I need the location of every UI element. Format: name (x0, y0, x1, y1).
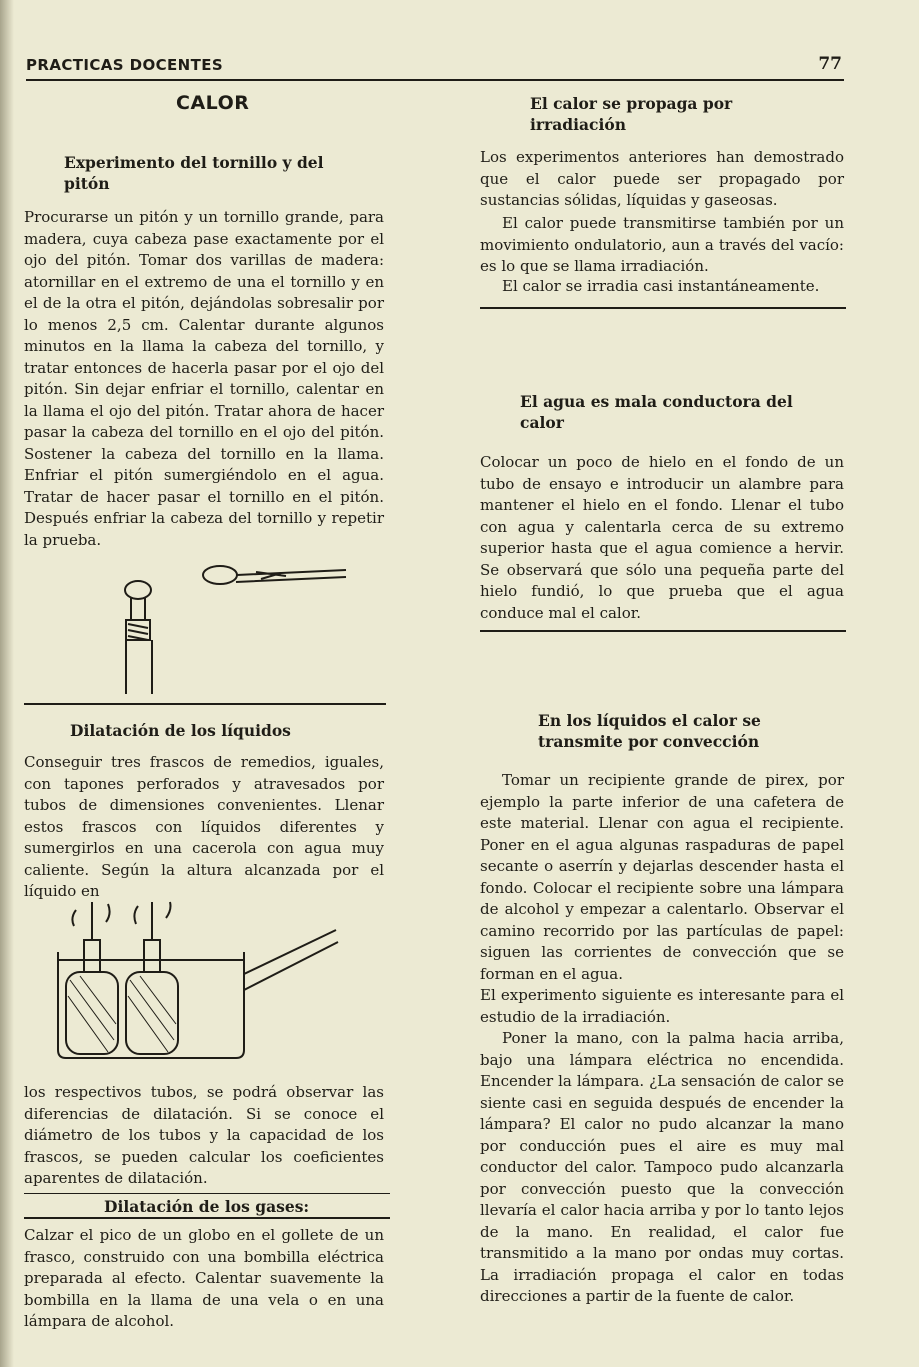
heated-bottles-illustration (46, 900, 376, 1080)
screw-experiment-text: Procurarse un pitón y un tornillo grande, para madera, cuya cabeza pase exactamente por el ojo del pitón. Tomar dos varillas de madera: atornillar en el extremo de una el tornillo y en el de la otra el pitón, dejándolas sobresalir por lo menos 2,5 cm. Calentar durante algunos minutos en la llama la cabeza del tornillo, y tratar entonces de hacerla pasar por el ojo del pitón. Sin dejar enfriar el tornillo, calentar en la llama el ojo del pitón. Tratar ahora de hacer pasar la cabeza del tornillo en el ojo del pitón. Sostener la cabeza del tornillo en la llama. Enfriar el pitón sumergiéndolo en el agua. Tratar de hacer pasar el tornillo en el pitón. Después enfriar la cabeza del tornillo y repetir la prueba. (24, 208, 384, 549)
page-number: 77 (818, 54, 842, 74)
water-conductor-text: Colocar un poco de hielo en el fondo de un tubo de ensayo e introducir un alambre para mantener el hielo en el fondo. Llenar el tubo con agua y calentarla cerca de su extremo superior hasta que el agua comience a hervir. Se observará que sólo una pequeña parte del hielo fundió, lo que prueba que el agua conduce mal el calor. (480, 453, 844, 622)
section-divider (480, 630, 846, 632)
radiation-heading: El calor se propaga por irradiación (530, 94, 733, 134)
section-title: CALOR (176, 92, 250, 114)
screw-and-eyelet-illustration (96, 560, 356, 700)
section-divider (480, 307, 846, 309)
convection-text-1: Tomar un recipiente grande de pirex, por ejemplo la parte inferior de una cafetera de este material. Llenar con agua el recipiente. Poner en el agua algunas raspaduras de papel secante o aserrín y dejarlas descender hasta el fondo. Colocar el recipiente sobre una lámpara de alcohol y empezar a calentarlo. Observar el camino recorrido por las partículas de papel: siguen las corrientes de convección que se forman en el agua. (480, 771, 844, 983)
book-spine-shadow (0, 0, 14, 1367)
liquids-dilation-heading: Dilatación de los líquidos (70, 721, 291, 740)
header-rule (26, 79, 844, 81)
page-header (26, 56, 842, 78)
liquids-dilation-text-1: Conseguir tres frascos de remedios, iguales, con tapones perforados y atravesados por tubos de dimensiones convenientes. Llenar estos frascos con líquidos diferentes y sumergirlos en una cacerola con agua muy caliente. Según la altura alcanzada por el líquido en (24, 753, 384, 900)
convection-text-2: El experimento siguiente es interesante para el estudio de la irradiación. (480, 986, 844, 1026)
radiation-text-1: Los experimentos anteriores han demostrado que el calor puede ser propagado por sustancias sólidas, líquidas y gaseosas. (480, 148, 844, 209)
section-divider (24, 703, 386, 705)
gases-dilation-heading: Dilatación de los gases: (104, 1197, 310, 1216)
liquids-dilation-text-2: los respectivos tubos, se podrá observar las diferencias de dilatación. Si se conoce el diámetro de los tubos y la capacidad de los frascos, se pueden calcular los coeficientes aparentes de dilatación. (24, 1083, 384, 1187)
radiation-text-2: El calor puede transmitirse también por un movimiento ondulatorio, aun a través del vacío: es lo que se llama irradiación. (480, 214, 844, 275)
section-divider (24, 1193, 390, 1194)
screw-experiment-heading: Experimento del tornillo y del pitón (64, 153, 324, 193)
water-conductor-heading: El agua es mala conductora del calor (520, 392, 793, 432)
running-head: PRACTICAS DOCENTES (26, 56, 224, 74)
section-divider (24, 1217, 390, 1219)
convection-text-3: Poner la mano, con la palma hacia arriba, bajo una lámpara eléctrica no encendida. Encender la lámpara. ¿La sensación de calor se siente casi en seguida después de encender la lámpara? El calor no pudo alcanzar la mano por conducción pues el aire es muy mal conductor del calor. Tampoco pudo alcanzarla por convección puesto que la convección llevaría el calor hacia arriba y por lo tanto lejos de la mano. En realidad, el calor fue transmitido a la mano por ondas muy cortas. La irradiación propaga el calor en todas direcciones a partir de la fuente de calor. (480, 1029, 844, 1305)
convection-heading: En los líquidos el calor se transmite por convección (538, 711, 761, 751)
gases-dilation-text: Calzar el pico de un globo en el gollete de un frasco, construido con una bombilla eléctrica preparada al efecto. Calentar suavemente la bombilla en la llama de una vela o en una lámpara de alcohol. (24, 1226, 384, 1330)
radiation-text-3: El calor se irradia casi instantáneamente. (502, 277, 820, 295)
